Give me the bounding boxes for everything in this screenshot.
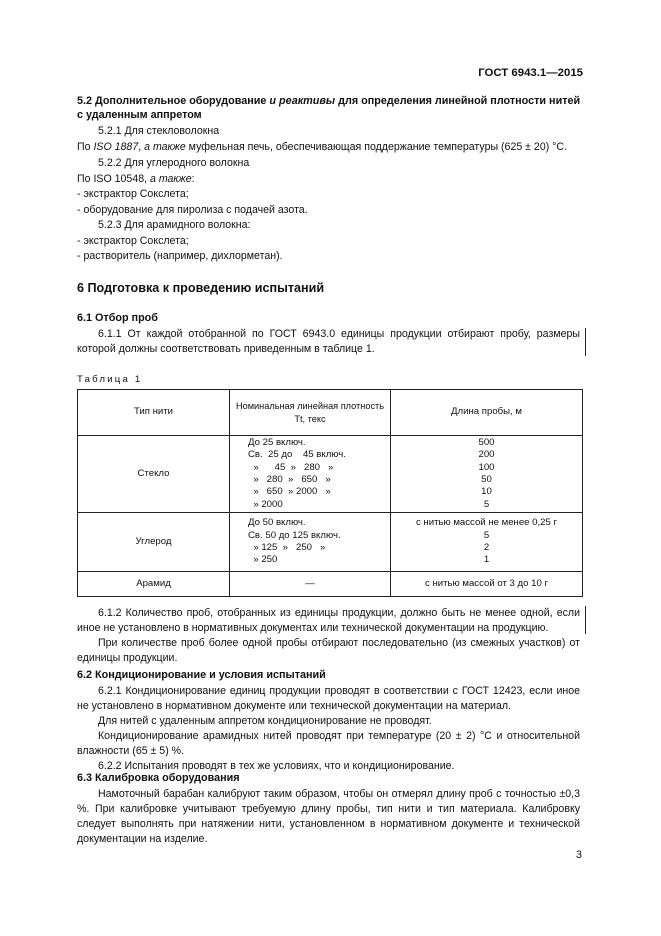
table-row — [78, 436, 583, 513]
text-italic: а также — [150, 173, 192, 185]
length-value: 1 — [483, 554, 490, 566]
paragraph-6-2-1-b: Для нитей с удаленным аппретом кондиционирование не проводят. — [98, 715, 432, 727]
list-item: - оборудование для пиролиза с подачей азота. — [77, 204, 308, 216]
length-value: 10 — [481, 486, 492, 498]
table-row — [78, 572, 583, 597]
paragraph-6-1-2: 6.1.2 Количество проб, отобранных из единицы продукции, должно быть не менее одной, если иное не установлено в нормативных документах или технической документации на продукцию. — [77, 607, 580, 634]
length-value: с нитью массой не менее 0,25 г — [415, 517, 558, 529]
section-6-2-title: 6.2 Кондиционирование и условия испытаний — [77, 669, 326, 681]
text-part: : — [191, 173, 195, 185]
paragraph-6-2-1-c: Кондиционирование арамидных нитей проводят при температуре (20 ± 2) °С и относительной влажности (65 ± 5) %. — [77, 730, 580, 757]
change-bar — [585, 606, 586, 634]
density-value: До 50 включ. — [248, 517, 306, 529]
list-item: - экстрактор Сокслета; — [77, 235, 189, 247]
list-item: - экстрактор Сокслета; — [77, 188, 189, 200]
table-header-row — [78, 390, 583, 436]
section-6-3-title: 6.3 Калибровка оборудования — [77, 772, 240, 784]
title-part-b: и реактивы — [269, 95, 336, 107]
length-value: 2 — [483, 542, 490, 553]
text-part: муфельная печь, обеспечивающая поддержание температуры (625 ± 20) °С. — [185, 141, 568, 153]
table-cell: Арамид — [78, 572, 230, 597]
section-5-2-2-text — [77, 172, 195, 187]
paragraph-6-3: Намоточный барабан калибруют таким образом, чтобы он отмерял длину проб с точностью ±0,3 %. При калибровке учитывают требуемую длину пробы, тип нити и тип материала. Калибровку следует выполнять при натяжении нити, установленном в нормативном документе и технической документации на изделие. — [77, 788, 580, 845]
change-bar — [585, 328, 586, 356]
length-value: 500 — [478, 436, 495, 448]
text-part: , — [138, 141, 145, 153]
density-value: » 250 — [248, 554, 278, 566]
title-part-a: 5.2 Дополнительное оборудование — [77, 95, 270, 107]
table-cell — [230, 513, 391, 572]
density-value: » 2000 — [248, 498, 283, 510]
density-value: Св. 25 до 45 включ. — [248, 449, 346, 461]
standard-number: ГОСТ 6943.1—2015 — [478, 67, 583, 79]
section-6-1-title: 6.1 Отбор проб — [77, 312, 158, 324]
length-value: 5 — [483, 529, 490, 541]
table-1 — [77, 389, 583, 597]
length-value: 50 — [481, 474, 492, 485]
header-cell: Длина пробы, м — [391, 390, 583, 436]
density-value: » 125 » 250 » — [248, 542, 326, 553]
table-cell: Стекло — [78, 436, 230, 513]
density-value: Св. 50 до 125 включ. — [248, 529, 341, 541]
table-cell — [391, 513, 583, 572]
paragraph-6-1-2-b: При количестве проб более одной пробы отбирают последовательно (из смежных участков) от единицы продукции. — [77, 637, 580, 664]
paragraph-6-1-1: 6.1.1 От каждой отобранной по ГОСТ 6943.0 единицы продукции отбирают пробу, размеры которой должны соответствовать приведенным в таблице 1. — [77, 328, 580, 355]
density-list — [230, 437, 390, 511]
table-cell: с нитью массой от 3 до 10 г — [391, 572, 583, 597]
header-cell: Номинальная линейная плотность Tt, текс — [230, 390, 391, 436]
density-list — [230, 517, 390, 567]
table-row — [78, 513, 583, 572]
text-part: По ISO 10548, — [77, 173, 150, 185]
length-value: 100 — [478, 461, 495, 473]
table-cell: — — [230, 572, 391, 597]
density-value: » 45 » 280 » — [248, 461, 334, 473]
iso-ref: ISO 1887 — [93, 141, 139, 153]
section-5-2-1-text — [77, 140, 567, 155]
length-value: 5 — [483, 498, 490, 510]
section-5-2-2: 5.2.2 Для углеродного волокна — [98, 157, 250, 169]
text-part: По — [77, 141, 94, 153]
page-number: 3 — [575, 849, 582, 861]
title-part-c: для определения линейной плотности нитей с удаленным аппретом — [77, 95, 581, 121]
table-cell: Углерод — [78, 513, 230, 572]
table-cell — [391, 436, 583, 513]
density-value: » 280 » 650 » — [248, 474, 331, 485]
paragraph-6-2-2: 6.2.2 Испытания проводят в тех же условиях, что и кондиционирование. — [98, 760, 455, 772]
density-value: До 25 включ. — [248, 436, 306, 448]
section-5-2-title — [77, 94, 587, 122]
paragraph-6-2-1: 6.2.1 Кондиционирование единиц продукции проводят в соответствии с ГОСТ 12423, если иное не установлено в нормативном документе или технической документации на материал. — [77, 685, 580, 712]
length-value: 200 — [478, 449, 495, 461]
table-cell — [230, 436, 391, 513]
section-5-2-1: 5.2.1 Для стекловолокна — [98, 125, 220, 137]
header-cell: Тип нити — [78, 390, 230, 436]
text-italic: а также — [144, 141, 186, 153]
section-5-2-3: 5.2.3 Для арамидного волокна: — [98, 219, 251, 231]
table-caption: Таблица 1 — [77, 374, 143, 385]
list-item: - растворитель (например, дихлорметан). — [77, 250, 283, 262]
density-value: » 650 » 2000 » — [248, 486, 331, 498]
section-6-title: 6 Подготовка к проведению испытаний — [77, 281, 325, 295]
